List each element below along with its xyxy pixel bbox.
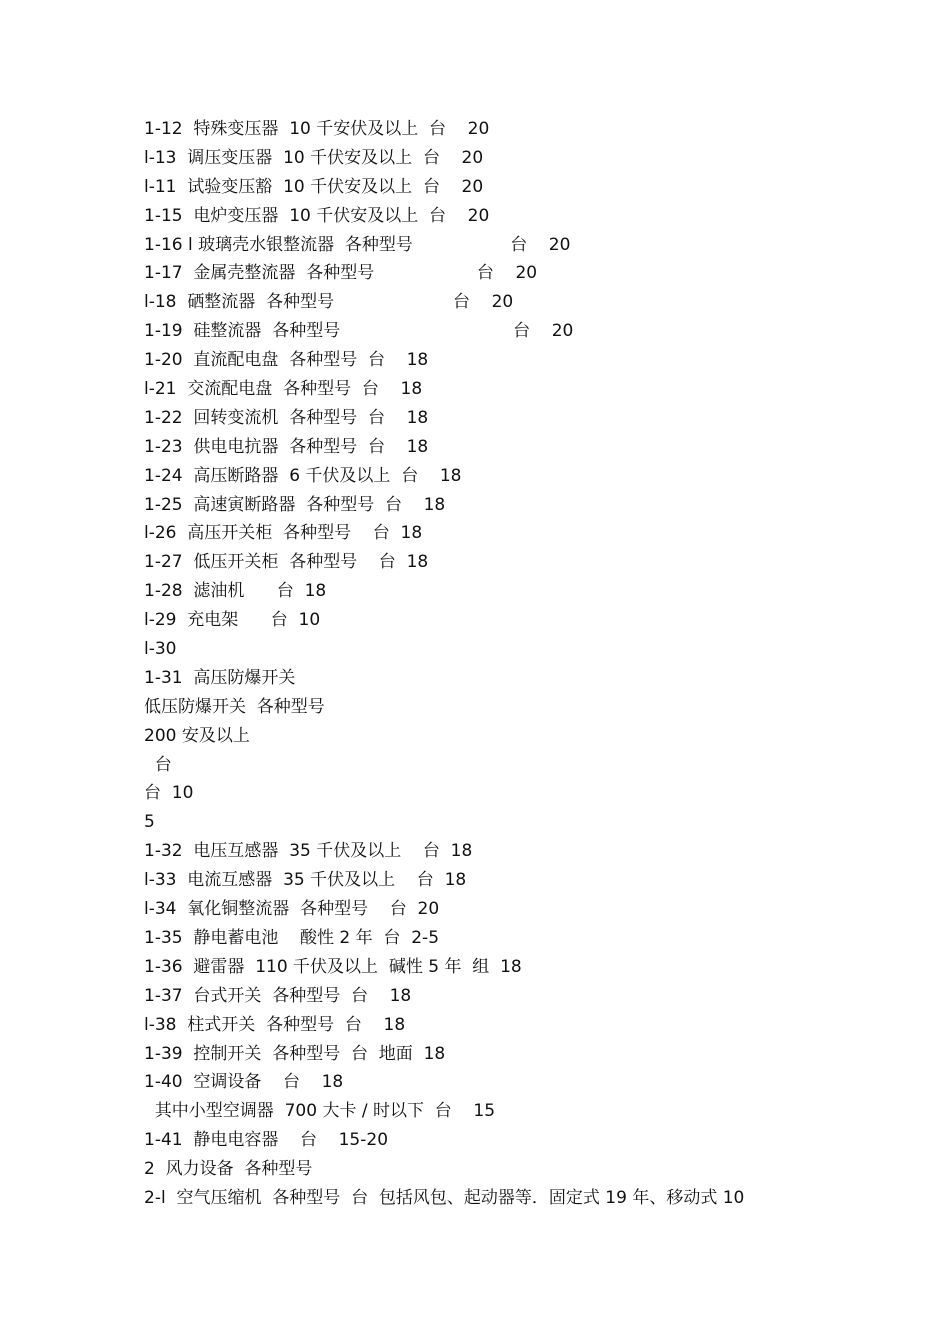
text-line: l-26 高压开关柜 各种型号 台 18 [144,523,423,544]
text-line: 1-31 高压防爆开关 [144,667,296,688]
text-line: l-21 交流配电盘 各种型号 台 18 [144,379,423,400]
text-line: 1-17 金属壳整流器 各种型号 台 20 [144,263,538,284]
text-line: 1-37 台式开关 各种型号 台 18 [144,985,412,1006]
text-line: 1-32 电压互感器 35 千伏及以上 台 18 [144,841,473,862]
text-line: l-11 试验变压豁 10 千伏安及以上 台 20 [144,176,484,197]
text-line: 1-22 回转变流机 各种型号 台 18 [144,407,429,428]
text-line: 台 10 [144,783,194,804]
text-line: 5 [144,812,155,833]
text-line: 1-28 滤油机 台 18 [144,581,327,602]
text-line: l-30 [144,639,177,660]
text-line: 2-l 空气压缩机 各种型号 台 包括风包、起动器等．固定式 19 年、移动式 10 [144,1187,745,1208]
text-line: 1-25 高速寅断路器 各种型号 台 18 [144,494,446,515]
text-line: 1-40 空调设备 台 18 [144,1072,344,1093]
text-line: l-13 调压变压器 10 千伏安及以上 台 20 [144,147,484,168]
text-line: 1-12 特殊变压器 10 千安伏及以上 台 20 [144,119,490,139]
document-body [144,115,934,1213]
text-line: 1-41 静电电容器 台 15-20 [144,1130,389,1151]
text-line: 其中小型空调器 700 大卡 / 时以下 台 15 [144,1101,496,1122]
text-line: 2 风力设备 各种型号 [144,1159,313,1180]
text-line: 1-19 硅整流器 各种型号 台 20 [144,321,574,342]
text-line: l-38 柱式开关 各种型号 台 18 [144,1014,406,1035]
text-line: 1-35 静电蓄电池 酸性 2 年 台 2-5 [144,927,440,948]
text-line: 1-23 供电电抗器 各种型号 台 18 [144,436,429,457]
text-line: 1-16 l 玻璃壳水银整流器 各种型号 台 20 [144,234,571,255]
text-line: l-18 硒整流器 各种型号 台 20 [144,292,514,313]
text-line: l-34 氧化铜整流器 各种型号 台 20 [144,899,440,920]
text-line: 1-20 直流配电盘 各种型号 台 18 [144,350,429,371]
text-line: 1-36 避雷器 110 千伏及以上 碱性 5 年 组 18 [144,956,522,977]
text-line: 1-27 低压开关柜 各种型号 台 18 [144,552,429,573]
text-line: 200 安及以上 [144,725,250,746]
text-line: 1-24 高压断路器 6 千伏及以上 台 18 [144,465,462,486]
text-line: l-29 充电架 台 10 [144,610,321,631]
text-line: 1-15 电炉变压器 10 千伏安及以上 台 20 [144,205,490,226]
text-line: l-33 电流互感器 35 千伏及以上 台 18 [144,870,467,891]
text-line: 1-39 控制开关 各种型号 台 地面 18 [144,1043,446,1064]
text-line: 台 [144,754,172,775]
text-line: 低压防爆开关 各种型号 [144,696,325,717]
